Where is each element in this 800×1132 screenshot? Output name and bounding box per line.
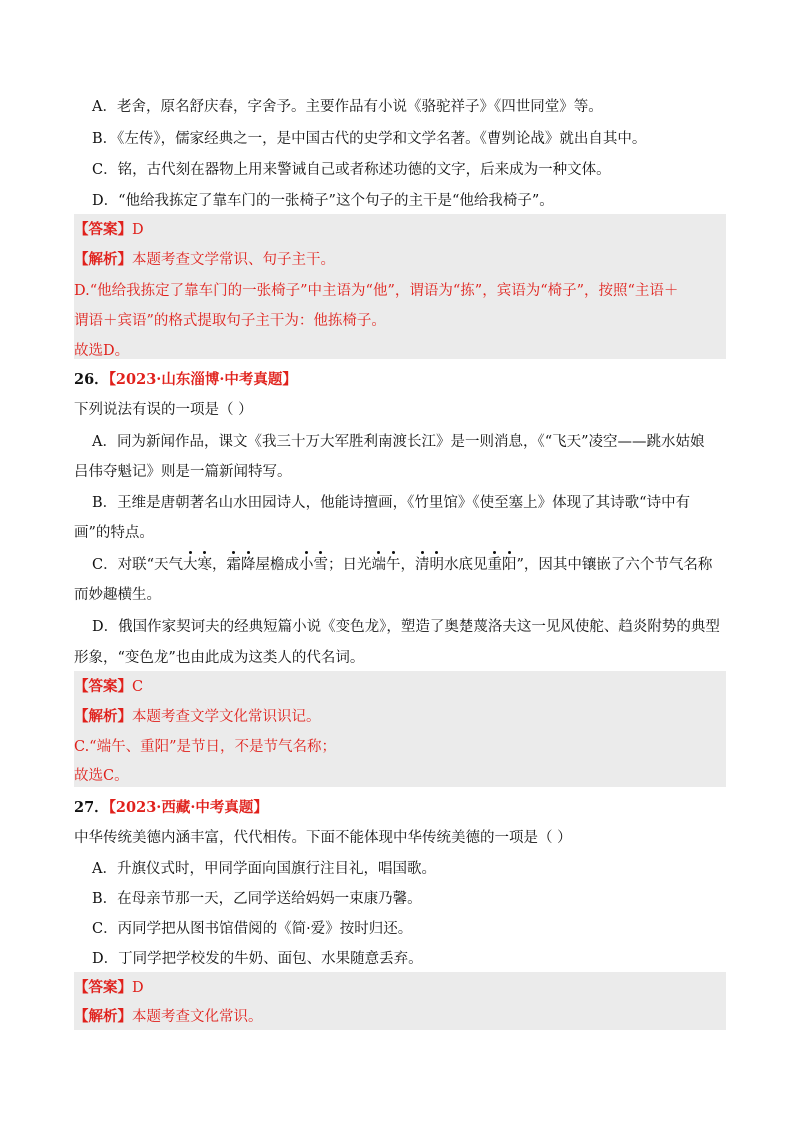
q26-option-b-line-2: 画”的特点。	[74, 525, 154, 541]
emphasis-dot-char: 霜	[226, 557, 242, 573]
emphasized-term	[488, 557, 517, 573]
answer-tag: 【答案】	[74, 678, 132, 695]
q27-stem: 中华传统美德内涵丰富，代代相传。下面不能体现中华传统美德的一项是（ ）	[74, 830, 572, 846]
analysis-tag: 【解析】	[74, 251, 132, 268]
q25-answer	[74, 220, 144, 240]
question-source: 【2023·山东淄博·中考真题】	[108, 371, 297, 388]
q25-analysis	[74, 250, 335, 270]
answer-value: C	[132, 679, 144, 695]
analysis-tag: 【解析】	[74, 708, 132, 725]
emphasis-dot-char: 清	[415, 557, 430, 573]
q26-option-a-line-2: 吕伟夺魁记》则是一篇新闻特写。	[74, 464, 292, 480]
answer-tag: 【答案】	[74, 221, 132, 238]
q26-option-d-line-1: D．俄国作家契诃夫的经典短篇小说《变色龙》，塑造了奥楚蔑洛夫这一见风使舵、趋炎附势的典型	[92, 619, 720, 635]
emphasis-dot-char: 大	[183, 557, 198, 573]
q27-option-c: C．丙同学把从图书馆借阅的《简·爱》按时归还。	[92, 921, 413, 937]
emphasis-dot-char: 寒	[197, 557, 213, 573]
emphasized-term	[183, 557, 212, 573]
q26-option-c-line-2: 而妙趣横生。	[74, 587, 161, 603]
emphasis-dot-char: 小	[299, 557, 314, 573]
q27-option-d: D．丁同学把学校发的牛奶、面包、水果随意丢弃。	[92, 951, 423, 967]
emphasized-term	[415, 557, 444, 573]
q26-answer-block	[74, 671, 726, 787]
q27-answer	[74, 978, 144, 998]
q25-option-c: C．铭，古代刻在器物上用来警诫自己或者称述功德的文字，后来成为一种文体。	[92, 162, 611, 178]
q25-option-b: B．《左传》，儒家经典之一，是中国古代的史学和文学名著。《曹刿论战》就出自其中。	[92, 131, 647, 147]
analysis-tag: 【解析】	[74, 1008, 132, 1025]
emphasis-dot-char: 降	[241, 557, 256, 573]
q25-option-d: D．“他给我拣定了靠车门的一张椅子”这个句子的主干是“他给我椅子”。	[92, 193, 554, 209]
answer-tag: 【答案】	[74, 979, 132, 996]
q25-answer-block	[74, 214, 726, 359]
q26-option-a-line-1: A．同为新闻作品，课文《我三十万大军胜利南渡长江》是一则消息，《“飞天”凌空——跳水姑娘	[92, 434, 705, 450]
q26-conclusion: 故选C。	[74, 768, 129, 784]
q26-analysis	[74, 707, 321, 727]
question-number: 27．	[74, 799, 109, 816]
q27-answer-block	[74, 972, 726, 1030]
question-source: 【2023·西藏·中考真题】	[108, 799, 268, 816]
q26-answer	[74, 677, 143, 697]
analysis-text: 本题考查文学文化常识识记。	[132, 709, 321, 725]
q27-header	[74, 798, 268, 818]
q26-option-b-line-1: B．王维是唐朝著名山水田园诗人，他能诗擅画，《竹里馆》《使至塞上》体现了其诗歌“诗中有	[92, 495, 691, 511]
analysis-text: 本题考查文学常识、句子主干。	[132, 252, 335, 268]
emphasized-term	[227, 557, 256, 573]
q27-option-b: B．在母亲节那一天，乙同学送给妈妈一束康乃馨。	[92, 891, 422, 907]
analysis-text: 本题考查文化常识。	[132, 1009, 263, 1025]
q26-header	[74, 370, 297, 390]
answer-value: D	[132, 980, 144, 996]
emphasis-dot-char: 雪	[313, 557, 329, 573]
emphasis-dot-char: 端	[371, 557, 387, 573]
emphasis-dot-char: 午	[386, 557, 401, 573]
answer-value: D	[132, 222, 144, 238]
q26-option-c-line-1: C．对联“天气大寒，霜降屋檐成小雪；日光端午，清明水底见重阳”，因其中镶嵌了六个节气名称	[92, 557, 713, 573]
q26-option-d-line-2: 形象，“变色龙”也由此成为这类人的代名词。	[74, 650, 365, 666]
emphasis-dot-char: 明	[429, 557, 445, 573]
emphasized-term	[372, 557, 401, 573]
q26-explanation: C.“端午、重阳”是节日，不是节气名称；	[74, 739, 337, 755]
q27-analysis	[74, 1007, 263, 1027]
emphasized-term	[299, 557, 328, 573]
emphasis-dot-char: 重	[487, 557, 503, 573]
q27-option-a: A．升旗仪式时，甲同学面向国旗行注目礼，唱国歌。	[92, 861, 436, 877]
q25-explanation-line-2: 谓语＋宾语”的格式提取句子主干为：他拣椅子。	[74, 313, 386, 329]
q26-stem: 下列说法有误的一项是（ ）	[74, 402, 253, 418]
emphasis-dot-char: 阳	[502, 557, 517, 573]
q25-explanation-line-1: D.“他给我拣定了靠车门的一张椅子”中主语为“他”，谓语为“拣”，宾语为“椅子”，按照“主语＋	[74, 283, 679, 299]
q25-option-a: A．老舍，原名舒庆春，字舍予。主要作品有小说《骆驼祥子》《四世同堂》等。	[92, 99, 603, 115]
question-number: 26．	[74, 371, 109, 388]
q25-conclusion: 故选D。	[74, 343, 130, 359]
